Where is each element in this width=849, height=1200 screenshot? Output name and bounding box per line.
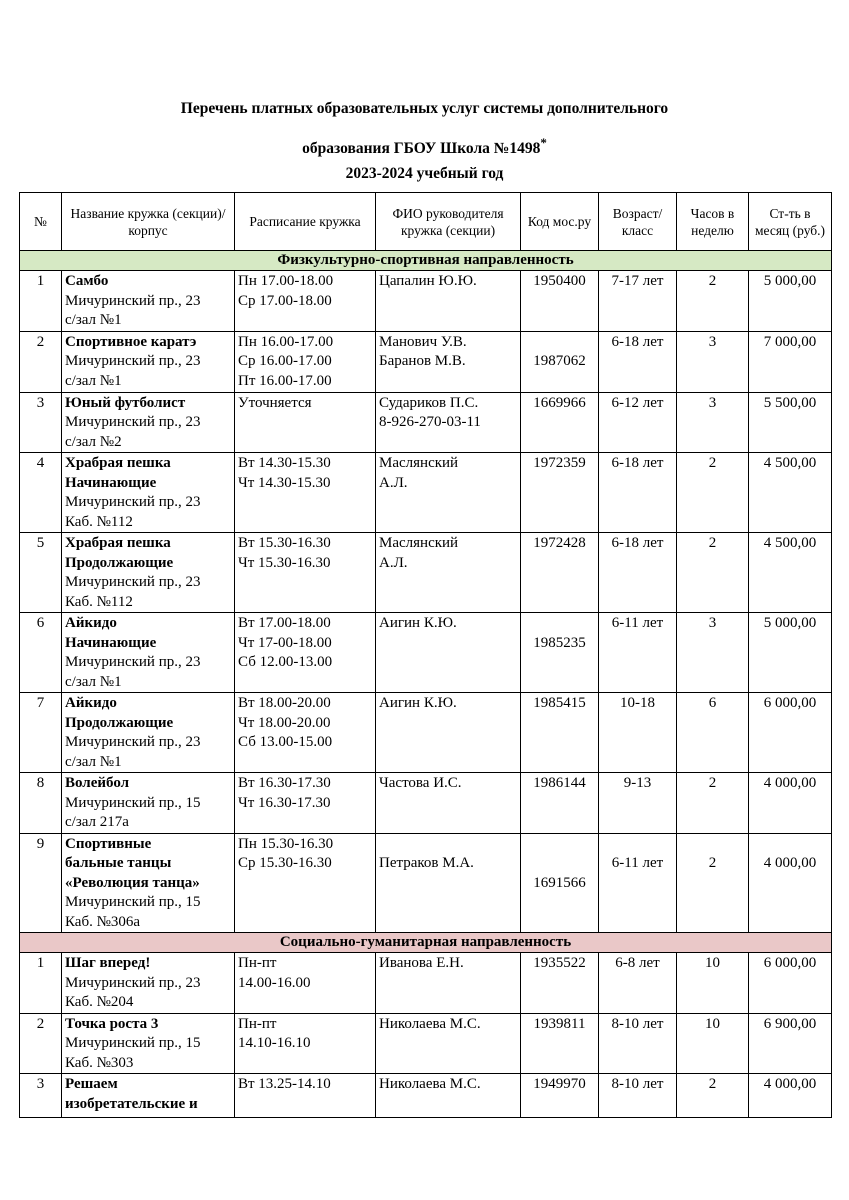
age-value: 9-13 <box>623 775 652 791</box>
cell-price <box>749 1013 832 1074</box>
cell-line: Судариков П.С. <box>379 394 479 411</box>
code-value: 1691566 <box>533 874 586 891</box>
cell-schedule <box>235 953 376 1014</box>
services-table <box>19 192 832 1118</box>
cell-line: Мичуринский пр., 15 <box>65 894 201 910</box>
cell-name <box>62 773 235 834</box>
price-value: 5 000,00 <box>763 273 817 289</box>
cell-age <box>599 1074 677 1118</box>
cell-line: Чт 15.30-16.30 <box>238 554 331 571</box>
cell-line: изобретательские и <box>65 1095 198 1112</box>
table-row <box>20 613 832 693</box>
cell-line: Айкидо <box>65 615 117 631</box>
table-row <box>20 693 832 773</box>
cell-schedule <box>235 833 376 933</box>
cell-line: Сб 13.00-15.00 <box>238 734 333 750</box>
cell-name <box>62 693 235 773</box>
hours-value: 3 <box>708 394 717 411</box>
cell-age <box>599 533 677 613</box>
cell-price <box>749 331 832 392</box>
cell-teacher <box>376 1074 521 1118</box>
cell-price <box>749 953 832 1014</box>
cell-line: Вт 13.25-14.10 <box>238 1076 331 1092</box>
cell-line: Храбрая пешка <box>65 455 171 471</box>
cell-number: 9 <box>20 833 62 933</box>
price-value: 6 900,00 <box>763 1015 817 1032</box>
cell-line: Каб. №112 <box>65 513 133 530</box>
cell-line: Вт 16.30-17.30 <box>238 775 331 791</box>
cell-code <box>521 1013 599 1074</box>
cell-name <box>62 392 235 453</box>
cell-age <box>599 613 677 693</box>
cell-line: А.Л. <box>379 554 408 571</box>
cell-line: бальные танцы <box>65 855 172 871</box>
cell-number: 3 <box>20 392 62 453</box>
cell-line: с/зал №1 <box>65 673 122 690</box>
cell-teacher <box>376 693 521 773</box>
cell-line: 14.10-16.10 <box>238 1035 311 1051</box>
cell-line: с/зал №2 <box>65 433 122 450</box>
cell-line: Маслянский <box>379 455 459 471</box>
cell-line: Чт 17-00-18.00 <box>238 634 332 651</box>
cell-line: Манович У.В. <box>379 333 467 350</box>
header-schedule: Расписание кружка <box>235 193 376 251</box>
cell-line: Вт 17.00-18.00 <box>238 615 331 631</box>
table-row <box>20 1013 832 1074</box>
cell-hours <box>677 453 749 533</box>
header-teacher: ФИО руководителя кружка (секции) <box>376 193 521 251</box>
cell-line: Уточняется <box>238 394 312 411</box>
header-age: Возраст/ класс <box>599 193 677 251</box>
cell-line: «Революция танца» <box>65 874 200 891</box>
age-value: 10-18 <box>620 695 655 711</box>
cell-line: Мичуринский пр., 23 <box>65 353 201 369</box>
code-value: 1935522 <box>533 955 586 971</box>
cell-line: Мичуринский пр., 15 <box>65 1035 201 1051</box>
cell-schedule <box>235 773 376 834</box>
table-row <box>20 533 832 613</box>
cell-schedule <box>235 613 376 693</box>
cell-line: Николаева М.С. <box>379 1076 481 1092</box>
price-value: 4 000,00 <box>763 1076 817 1092</box>
cell-price <box>749 613 832 693</box>
code-value: 1985235 <box>533 634 586 651</box>
cell-age <box>599 953 677 1014</box>
price-value: 5 000,00 <box>763 615 817 631</box>
cell-price <box>749 392 832 453</box>
cell-spacer <box>602 835 673 855</box>
cell-line: Мичуринский пр., 23 <box>65 414 201 430</box>
cell-name <box>62 271 235 332</box>
age-value: 6-8 лет <box>615 955 660 971</box>
cell-line: Иванова Е.Н. <box>379 955 464 971</box>
table-row <box>20 453 832 533</box>
cell-hours <box>677 833 749 933</box>
cell-schedule <box>235 331 376 392</box>
cell-line: Спортивное каратэ <box>65 333 197 350</box>
cell-code <box>521 833 599 933</box>
cell-line: Продолжающие <box>65 554 174 571</box>
cell-line: Волейбол <box>65 775 130 791</box>
cell-teacher <box>376 833 521 933</box>
cell-line: Частова И.С. <box>379 775 462 791</box>
cell-line: Аигин К.Ю. <box>379 615 457 631</box>
cell-spacer <box>680 835 745 855</box>
code-value: 1985415 <box>533 695 586 711</box>
cell-line: 14.00-16.00 <box>238 974 311 991</box>
cell-number: 5 <box>20 533 62 613</box>
cell-teacher <box>376 1013 521 1074</box>
cell-teacher <box>376 533 521 613</box>
hours-value: 2 <box>708 455 717 471</box>
cell-line: Спортивные <box>65 835 152 852</box>
cell-number: 3 <box>20 1074 62 1118</box>
cell-line: Пн 16.00-17.00 <box>238 333 334 350</box>
cell-price <box>749 773 832 834</box>
price-value: 4 000,00 <box>763 775 817 791</box>
cell-schedule <box>235 453 376 533</box>
cell-number: 7 <box>20 693 62 773</box>
cell-line: Ср 16.00-17.00 <box>238 353 332 369</box>
cell-line: Чт 14.30-15.30 <box>238 474 331 491</box>
cell-line: Сб 12.00-13.00 <box>238 654 333 670</box>
cell-number: 1 <box>20 953 62 1014</box>
cell-line: Цапалин Ю.Ю. <box>379 273 477 289</box>
cell-code <box>521 392 599 453</box>
cell-hours <box>677 331 749 392</box>
cell-age <box>599 453 677 533</box>
cell-line: Ср 15.30-16.30 <box>238 855 332 871</box>
cell-name <box>62 613 235 693</box>
cell-name <box>62 953 235 1014</box>
cell-teacher <box>376 392 521 453</box>
cell-code <box>521 613 599 693</box>
cell-hours <box>677 953 749 1014</box>
cell-age <box>599 1013 677 1074</box>
cell-name <box>62 453 235 533</box>
hours-value: 2 <box>708 273 717 289</box>
header-price: Ст-ть в месяц (руб.) <box>749 193 832 251</box>
cell-line: Каб. №112 <box>65 593 133 610</box>
cell-price <box>749 1074 832 1118</box>
doc-title-line2-text: образования ГБОУ Школа №1498 <box>302 140 541 158</box>
code-value: 1972359 <box>533 455 586 471</box>
cell-spacer <box>524 854 595 874</box>
cell-line: Вт 14.30-15.30 <box>238 455 331 471</box>
code-value: 1986144 <box>533 775 586 791</box>
cell-name <box>62 533 235 613</box>
cell-schedule <box>235 392 376 453</box>
footnote-mark: * <box>540 135 547 150</box>
cell-line: с/зал №1 <box>65 753 122 770</box>
price-value: 6 000,00 <box>763 955 817 971</box>
cell-teacher <box>376 953 521 1014</box>
cell-line: Мичуринский пр., 23 <box>65 974 201 991</box>
cell-teacher <box>376 453 521 533</box>
cell-line: Петраков М.А. <box>379 855 474 871</box>
cell-price <box>749 693 832 773</box>
age-value: 6-18 лет <box>611 535 664 551</box>
cell-line: Начинающие <box>65 474 157 491</box>
cell-code <box>521 773 599 834</box>
doc-title-line2 <box>0 133 849 159</box>
cell-number: 4 <box>20 453 62 533</box>
cell-line: 8-926-270-03-11 <box>379 414 481 430</box>
header-hours: Часов в неделю <box>677 193 749 251</box>
section-title: Физкультурно-спортивная направленность <box>20 251 832 271</box>
cell-line: Айкидо <box>65 695 117 711</box>
hours-value: 2 <box>708 775 717 791</box>
age-value: 7-17 лет <box>611 273 664 289</box>
age-value: 6-11 лет <box>611 615 664 631</box>
cell-line: Пн-пт <box>238 955 277 971</box>
hours-value: 3 <box>708 615 717 631</box>
hours-value: 2 <box>708 535 717 551</box>
price-value: 5 500,00 <box>763 394 817 411</box>
table-row <box>20 773 832 834</box>
price-value: 6 000,00 <box>763 695 817 711</box>
code-value: 1950400 <box>533 273 586 289</box>
cell-hours <box>677 613 749 693</box>
cell-number: 6 <box>20 613 62 693</box>
section-title: Социально-гуманитарная направленность <box>20 933 832 953</box>
cell-hours <box>677 773 749 834</box>
table-row <box>20 331 832 392</box>
cell-line: Самбо <box>65 273 109 289</box>
cell-line: Храбрая пешка <box>65 535 171 551</box>
doc-title-line1: Перечень платных образовательных услуг системы дополнительного <box>180 100 669 117</box>
age-value: 6-12 лет <box>611 394 664 411</box>
cell-line: с/зал №1 <box>65 312 122 328</box>
age-value: 6-18 лет <box>611 455 664 471</box>
price-value: 7 000,00 <box>763 333 817 350</box>
cell-name <box>62 833 235 933</box>
cell-line: с/зал №1 <box>65 372 122 389</box>
cell-code <box>521 533 599 613</box>
cell-line: Точка роста 3 <box>65 1015 159 1032</box>
age-value: 8-10 лет <box>611 1076 664 1092</box>
cell-line: Пн 15.30-16.30 <box>238 835 334 852</box>
cell-price <box>749 533 832 613</box>
cell-line: Пт 16.00-17.00 <box>238 372 332 389</box>
cell-code <box>521 953 599 1014</box>
cell-line: Маслянский <box>379 535 459 551</box>
cell-price <box>749 271 832 332</box>
cell-spacer <box>524 614 595 634</box>
cell-schedule <box>235 1074 376 1118</box>
cell-line: Юный футболист <box>65 394 186 411</box>
cell-hours <box>677 1013 749 1074</box>
cell-spacer <box>752 835 828 855</box>
price-value: 4 000,00 <box>763 855 817 871</box>
table-row <box>20 1074 832 1118</box>
cell-line: Каб. №204 <box>65 994 134 1010</box>
hours-value: 2 <box>708 855 717 871</box>
cell-line: Мичуринский пр., 23 <box>65 654 201 670</box>
hours-value: 10 <box>705 955 720 971</box>
cell-line: Мичуринский пр., 23 <box>65 292 201 309</box>
price-value: 4 500,00 <box>763 455 817 471</box>
age-value: 6-11 лет <box>611 855 664 871</box>
cell-age <box>599 331 677 392</box>
cell-line: Вт 18.00-20.00 <box>238 695 331 711</box>
header-name: Название кружка (секции)/корпус <box>62 193 235 251</box>
cell-hours <box>677 533 749 613</box>
header-code: Код мос.ру <box>521 193 599 251</box>
cell-schedule <box>235 271 376 332</box>
code-value: 1949970 <box>533 1076 586 1092</box>
cell-line: Пн 17.00-18.00 <box>238 273 334 289</box>
cell-teacher <box>376 331 521 392</box>
cell-line: Мичуринский пр., 23 <box>65 494 201 510</box>
age-value: 6-18 лет <box>611 333 664 350</box>
cell-line: Мичуринский пр., 23 <box>65 574 201 590</box>
cell-number: 2 <box>20 1013 62 1074</box>
section-header-row <box>20 251 832 271</box>
code-value: 1972428 <box>533 535 586 551</box>
cell-teacher <box>376 773 521 834</box>
table-row <box>20 271 832 332</box>
cell-age <box>599 271 677 332</box>
cell-line: Каб. №306а <box>65 913 141 930</box>
cell-line: с/зал 217а <box>65 814 129 830</box>
cell-code <box>521 453 599 533</box>
header-row <box>20 193 832 251</box>
cell-line: Пн-пт <box>238 1015 277 1032</box>
cell-hours <box>677 392 749 453</box>
cell-age <box>599 392 677 453</box>
cell-schedule <box>235 533 376 613</box>
cell-schedule <box>235 1013 376 1074</box>
cell-line: Чт 18.00-20.00 <box>238 714 331 731</box>
code-value: 1987062 <box>533 353 586 369</box>
hours-value: 6 <box>708 695 717 711</box>
cell-code <box>521 271 599 332</box>
cell-hours <box>677 1074 749 1118</box>
cell-line: Аигин К.Ю. <box>379 695 457 711</box>
cell-age <box>599 693 677 773</box>
cell-age <box>599 833 677 933</box>
cell-schedule <box>235 693 376 773</box>
cell-number: 2 <box>20 331 62 392</box>
header-number: № <box>20 193 62 251</box>
cell-number: 1 <box>20 271 62 332</box>
table-row <box>20 833 832 933</box>
code-value: 1939811 <box>533 1015 586 1032</box>
cell-name <box>62 1013 235 1074</box>
cell-line: Начинающие <box>65 634 157 651</box>
cell-line: Вт 15.30-16.30 <box>238 535 331 551</box>
price-value: 4 500,00 <box>763 535 817 551</box>
cell-code <box>521 693 599 773</box>
cell-line: Решаем <box>65 1076 118 1092</box>
hours-value: 10 <box>705 1015 720 1032</box>
cell-age <box>599 773 677 834</box>
cell-name <box>62 1074 235 1118</box>
code-value: 1669966 <box>533 394 586 411</box>
cell-code <box>521 1074 599 1118</box>
cell-spacer <box>379 835 517 855</box>
cell-line: Баранов М.В. <box>379 353 466 369</box>
table-row <box>20 953 832 1014</box>
hours-value: 2 <box>708 1076 717 1092</box>
doc-title-year: 2023-2024 учебный год <box>345 165 504 182</box>
cell-line: Продолжающие <box>65 714 174 731</box>
cell-line: Ср 17.00-18.00 <box>238 292 332 309</box>
section-header-row <box>20 933 832 953</box>
cell-line: Мичуринский пр., 15 <box>65 794 201 811</box>
cell-spacer <box>524 835 595 855</box>
cell-code <box>521 331 599 392</box>
cell-line: Чт 16.30-17.30 <box>238 794 331 811</box>
cell-price <box>749 453 832 533</box>
cell-line: Шаг вперед! <box>65 955 151 971</box>
cell-spacer <box>524 333 595 353</box>
cell-line: А.Л. <box>379 474 408 491</box>
cell-number: 8 <box>20 773 62 834</box>
cell-hours <box>677 271 749 332</box>
table-row <box>20 392 832 453</box>
cell-line: Мичуринский пр., 23 <box>65 734 201 750</box>
cell-teacher <box>376 613 521 693</box>
cell-hours <box>677 693 749 773</box>
cell-price <box>749 833 832 933</box>
cell-name <box>62 331 235 392</box>
cell-line: Каб. №303 <box>65 1054 134 1071</box>
hours-value: 3 <box>708 333 717 350</box>
cell-teacher <box>376 271 521 332</box>
age-value: 8-10 лет <box>611 1015 664 1032</box>
cell-line: Николаева М.С. <box>379 1015 481 1032</box>
